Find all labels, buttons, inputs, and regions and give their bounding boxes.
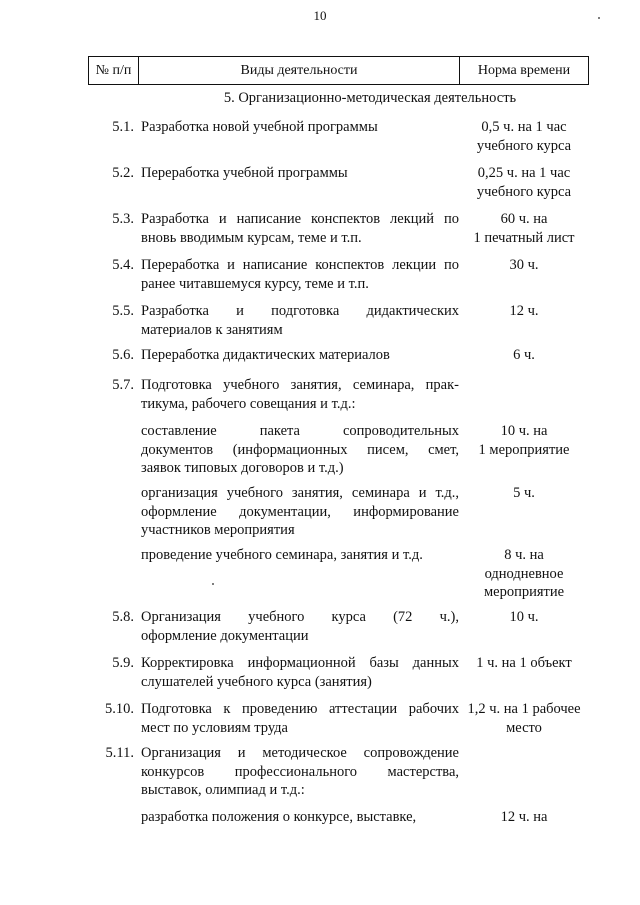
row-number: 5.4.: [112, 257, 134, 273]
row-norm: [459, 256, 589, 275]
activity-line: Организация и методическое сопровождение: [141, 745, 459, 761]
row-activity: [141, 744, 459, 800]
header-norm: Норма времени: [460, 57, 589, 85]
row-norm: [459, 608, 589, 627]
row-norm: [459, 484, 589, 503]
activity-line: мест по условиям труда: [141, 719, 288, 736]
norm-line: 1 печатный лист: [473, 229, 575, 246]
activity-line: слушателей учебного курса (занятия): [141, 673, 372, 690]
row-number: 5.10.: [105, 701, 134, 717]
table-header: [88, 56, 589, 85]
row-number: 5.3.: [112, 211, 134, 227]
row-activity: [141, 546, 459, 565]
table-row: [90, 608, 589, 645]
scan-speck: [598, 17, 600, 19]
row-activity: [141, 700, 459, 737]
norm-line: 12 ч. на: [500, 809, 548, 825]
activity-line: конкурсов профессионального мастерства,: [141, 763, 459, 780]
activity-line: Подготовка к проведению аттестации рабочих: [141, 701, 459, 717]
activity-line: Организация учебного курса (72 ч.),: [141, 609, 459, 625]
activity-line: Переработка учебной программы: [141, 165, 348, 181]
activity-line: тикума, рабочего совещания и т.д.:: [141, 395, 356, 412]
activity-line: составление пакета сопроводительных: [141, 423, 459, 439]
activity-line: Разработка и подготовка дидактических: [141, 303, 459, 319]
row-norm: [459, 700, 589, 737]
row-norm: [459, 346, 589, 365]
table-row: [90, 744, 589, 800]
norm-line: 1,2 ч. на 1 рабочее: [467, 701, 581, 717]
activity-line: ранее читавшемуся курсу, теме и т.п.: [141, 275, 369, 292]
activity-line: Переработка дидактических материалов: [141, 347, 390, 363]
row-norm: [459, 422, 589, 459]
scan-speck: [212, 583, 214, 585]
activity-line: материалов к занятиям: [141, 321, 283, 338]
row-number: 5.5.: [112, 303, 134, 319]
row-norm: [459, 302, 589, 321]
activity-line: заявок типовых договоров и т.д.): [141, 460, 344, 476]
row-norm: [459, 654, 589, 673]
norm-line: место: [506, 719, 542, 736]
row-activity: [141, 654, 459, 691]
table-row: [90, 118, 589, 155]
row-norm: [459, 118, 589, 155]
norm-line: 12 ч.: [509, 303, 539, 319]
row-number: 5.8.: [112, 609, 134, 625]
activity-line: проведение учебного семинара, занятия и т.д.: [141, 547, 423, 563]
norm-line: 60 ч. на: [500, 211, 548, 227]
norm-line: 0,5 ч. на 1 час: [481, 119, 567, 135]
norm-line: однодневное: [484, 565, 564, 582]
row-number: 5.6.: [112, 347, 134, 363]
norm-line: 1 ч. на 1 объект: [476, 655, 572, 671]
row-number: 5.1.: [112, 119, 134, 135]
activity-line: Переработка и написание конспектов лекции по: [141, 257, 459, 273]
activity-line: оформление документации, информирование: [141, 503, 459, 520]
table-row: [90, 654, 589, 691]
norm-line: мероприятие: [483, 584, 565, 600]
table-row: [90, 164, 589, 201]
row-number: 5.11.: [105, 745, 134, 761]
norm-line: 30 ч.: [509, 257, 539, 273]
table-row: [90, 346, 589, 365]
row-activity: [141, 346, 459, 365]
norm-line: 5 ч.: [513, 485, 535, 501]
table-row: [90, 210, 589, 247]
activity-line: разработка положения о конкурсе, выставке,: [141, 809, 417, 825]
activity-line: Разработка новой учебной программы: [141, 119, 378, 135]
table-row: [90, 302, 589, 339]
row-activity: [141, 210, 459, 247]
row-norm: [459, 808, 589, 827]
row-activity: [141, 808, 459, 827]
activity-line: документов (информационных писем, смет,: [141, 441, 459, 458]
activity-line: выставок, олимпиад и т.д.:: [141, 782, 305, 798]
row-norm: [459, 546, 589, 602]
row-activity: [141, 422, 459, 478]
header-num: № п/п: [89, 57, 139, 85]
table-row: [90, 808, 589, 827]
row-activity: [141, 164, 459, 183]
activity-line: участников мероприятия: [141, 522, 295, 538]
norm-line: учебного курса: [476, 183, 572, 200]
table-row: [90, 546, 589, 602]
activity-line: оформление документации: [141, 627, 309, 644]
norm-line: учебного курса: [476, 137, 572, 154]
activity-line: вновь вводимым курсам, теме и т.п.: [141, 229, 362, 246]
page-number: 10: [313, 8, 327, 23]
table-row: [90, 700, 589, 737]
row-norm: [459, 164, 589, 201]
norm-line: 10 ч.: [509, 609, 539, 625]
activity-line: Разработка и написание конспектов лекций по: [141, 211, 459, 227]
row-activity: [141, 118, 459, 137]
activity-line: Корректировка информационной базы данных: [141, 655, 459, 671]
row-activity: [141, 302, 459, 339]
row-number: 5.2.: [112, 165, 134, 181]
table-row: [90, 376, 589, 413]
norm-line: 10 ч. на: [500, 423, 548, 439]
row-number: 5.9.: [112, 655, 134, 671]
row-number: 5.7.: [112, 377, 134, 393]
activity-line: Подготовка учебного занятия, семинара, прак-: [141, 377, 459, 393]
norm-line: 6 ч.: [513, 347, 535, 363]
table-row: [90, 422, 589, 478]
norm-line: 8 ч. на: [504, 547, 544, 563]
header-activity: Виды деятельности: [139, 57, 460, 85]
row-activity: [141, 608, 459, 645]
row-norm: [459, 210, 589, 247]
table-row: [90, 256, 589, 293]
activity-line: организация учебного занятия, семинара и т.д.,: [141, 485, 459, 501]
norm-line: 1 мероприятие: [478, 441, 570, 458]
section-title: 5. Организационно-методическая деятельность: [223, 90, 517, 106]
norm-line: 0,25 ч. на 1 час: [477, 165, 571, 181]
row-activity: [141, 484, 459, 540]
row-activity: [141, 376, 459, 413]
table-row: [90, 484, 589, 540]
row-activity: [141, 256, 459, 293]
